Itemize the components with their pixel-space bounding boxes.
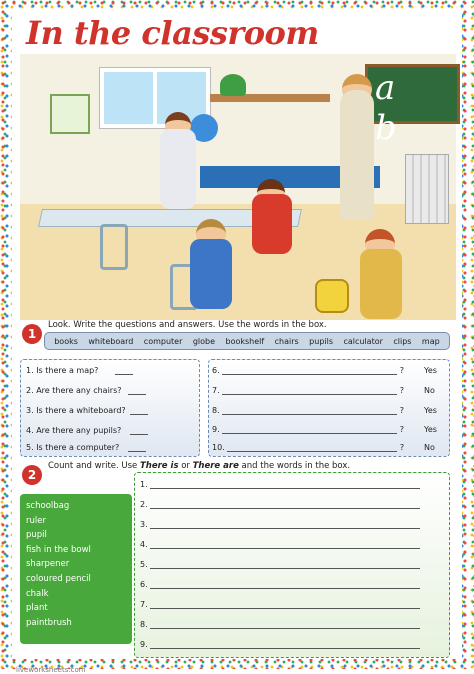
answer-text: Yes [424,425,437,434]
answer-field[interactable] [115,374,133,375]
girl-reading [360,249,402,319]
word-item: coloured pencil [26,573,91,584]
question-field[interactable] [227,451,397,452]
word-item: bookshelf [225,336,265,346]
writing-field[interactable] [150,648,420,649]
board-letters: a b [375,68,415,148]
question-mark: ? [399,386,404,395]
writing-field[interactable] [150,548,420,549]
word-item: pupils [309,336,334,346]
word-item: whiteboard [88,336,134,346]
word-item: chalk [26,588,49,599]
question-row [212,386,404,395]
word-box-2 [20,494,132,644]
map-poster [50,94,90,134]
instruction-text: and the words in the box. [238,461,351,471]
line-number: 1. [140,480,148,489]
instruction-emphasis: There are [192,461,239,471]
question-number: 2. [26,386,34,395]
question-number: 8. [212,406,220,415]
window-frame [153,68,157,128]
word-item: pupil [26,530,47,541]
question-number: 3. [26,406,34,415]
answer-field[interactable] [128,451,146,452]
question-row [26,386,146,395]
girl-writing [252,194,292,254]
classroom-illustration [20,54,456,320]
word-item: clips [393,336,412,346]
writing-field[interactable] [150,608,420,609]
word-item: schoolbag [26,501,70,511]
line-number: 3. [140,520,148,529]
question-mark: ? [399,406,404,415]
writing-field[interactable] [150,568,420,569]
line-number: 2. [140,500,148,509]
teacher [340,90,374,220]
question-number: 5. [26,443,34,452]
line-number: 9. [140,640,148,649]
worksheet [12,10,462,674]
question-row [212,406,404,415]
question-field[interactable] [222,374,397,375]
word-item: calculator [343,336,383,346]
writing-field[interactable] [150,528,420,529]
question-field[interactable] [222,414,397,415]
question-number: 4. [26,426,34,435]
boy-standing [160,129,196,209]
question-text: Are there any chairs? [36,386,122,395]
word-item: chairs [274,336,299,346]
question-field[interactable] [222,433,397,434]
question-number: 10. [212,443,225,452]
word-item: plant [26,603,48,614]
heater [405,154,449,224]
line-number: 6. [140,580,148,589]
word-item: fish in the bowl [26,544,91,555]
answer-text: No [424,443,435,452]
section-2-instruction [48,461,350,471]
chair [100,224,128,270]
answer-field[interactable] [130,414,148,415]
question-text: Is there a whiteboard? [36,406,126,415]
writing-row [140,600,420,609]
writing-field[interactable] [150,508,420,509]
plant [220,74,246,96]
line-number: 7. [140,600,148,609]
word-item: map [421,336,440,346]
writing-row [140,520,420,529]
answer-text: Yes [424,366,437,375]
question-mark: ? [399,366,404,375]
writing-row [140,640,420,649]
page-title: In the classroom [26,14,319,52]
answer-field[interactable] [128,394,146,395]
question-text: Are there any pupils? [36,426,122,435]
word-item: books [54,336,78,346]
question-number: 6. [212,366,220,375]
word-item: computer [143,336,183,346]
section-1-instruction: Look. Write the questions and answers. Use the words in the box. [48,320,327,330]
question-row [26,366,133,375]
writing-field[interactable] [150,628,420,629]
writing-field[interactable] [150,488,420,489]
line-number: 8. [140,620,148,629]
word-item: paintbrush [26,617,72,628]
instruction-emphasis: There is [140,461,179,471]
question-field[interactable] [222,394,397,395]
writing-field[interactable] [150,588,420,589]
question-row [26,443,146,452]
question-number: 7. [212,386,220,395]
writing-row [140,480,420,489]
question-row [26,406,148,415]
answer-text: No [424,386,435,395]
question-number: 1. [26,366,34,375]
writing-row [140,540,420,549]
writing-row [140,500,420,509]
question-text: Is there a map? [36,366,99,375]
question-row [26,426,148,435]
boy-sitting [190,239,232,309]
question-number: 9. [212,425,220,434]
word-item: ruler [26,515,46,526]
instruction-text: or [178,461,193,471]
question-text: Is there a computer? [36,443,120,452]
question-row [212,366,404,375]
instruction-text: Count and write. Use [48,461,140,471]
question-row [212,425,404,434]
writing-row [140,580,420,589]
question-mark: ? [399,443,405,452]
line-number: 5. [140,560,148,569]
answer-text: Yes [424,406,437,415]
word-box-1 [44,332,450,350]
writing-row [140,620,420,629]
word-item: globe [192,336,216,346]
line-number: 4. [140,540,148,549]
section-1-number: 1 [22,324,42,344]
footer-watermark: liveworksheets.com [16,666,86,674]
writing-row [140,560,420,569]
answer-field[interactable] [130,434,148,435]
schoolbag [315,279,349,313]
section-2-number: 2 [22,465,42,485]
word-item: sharpener [26,559,70,570]
question-mark: ? [399,425,404,434]
question-row [212,443,404,452]
